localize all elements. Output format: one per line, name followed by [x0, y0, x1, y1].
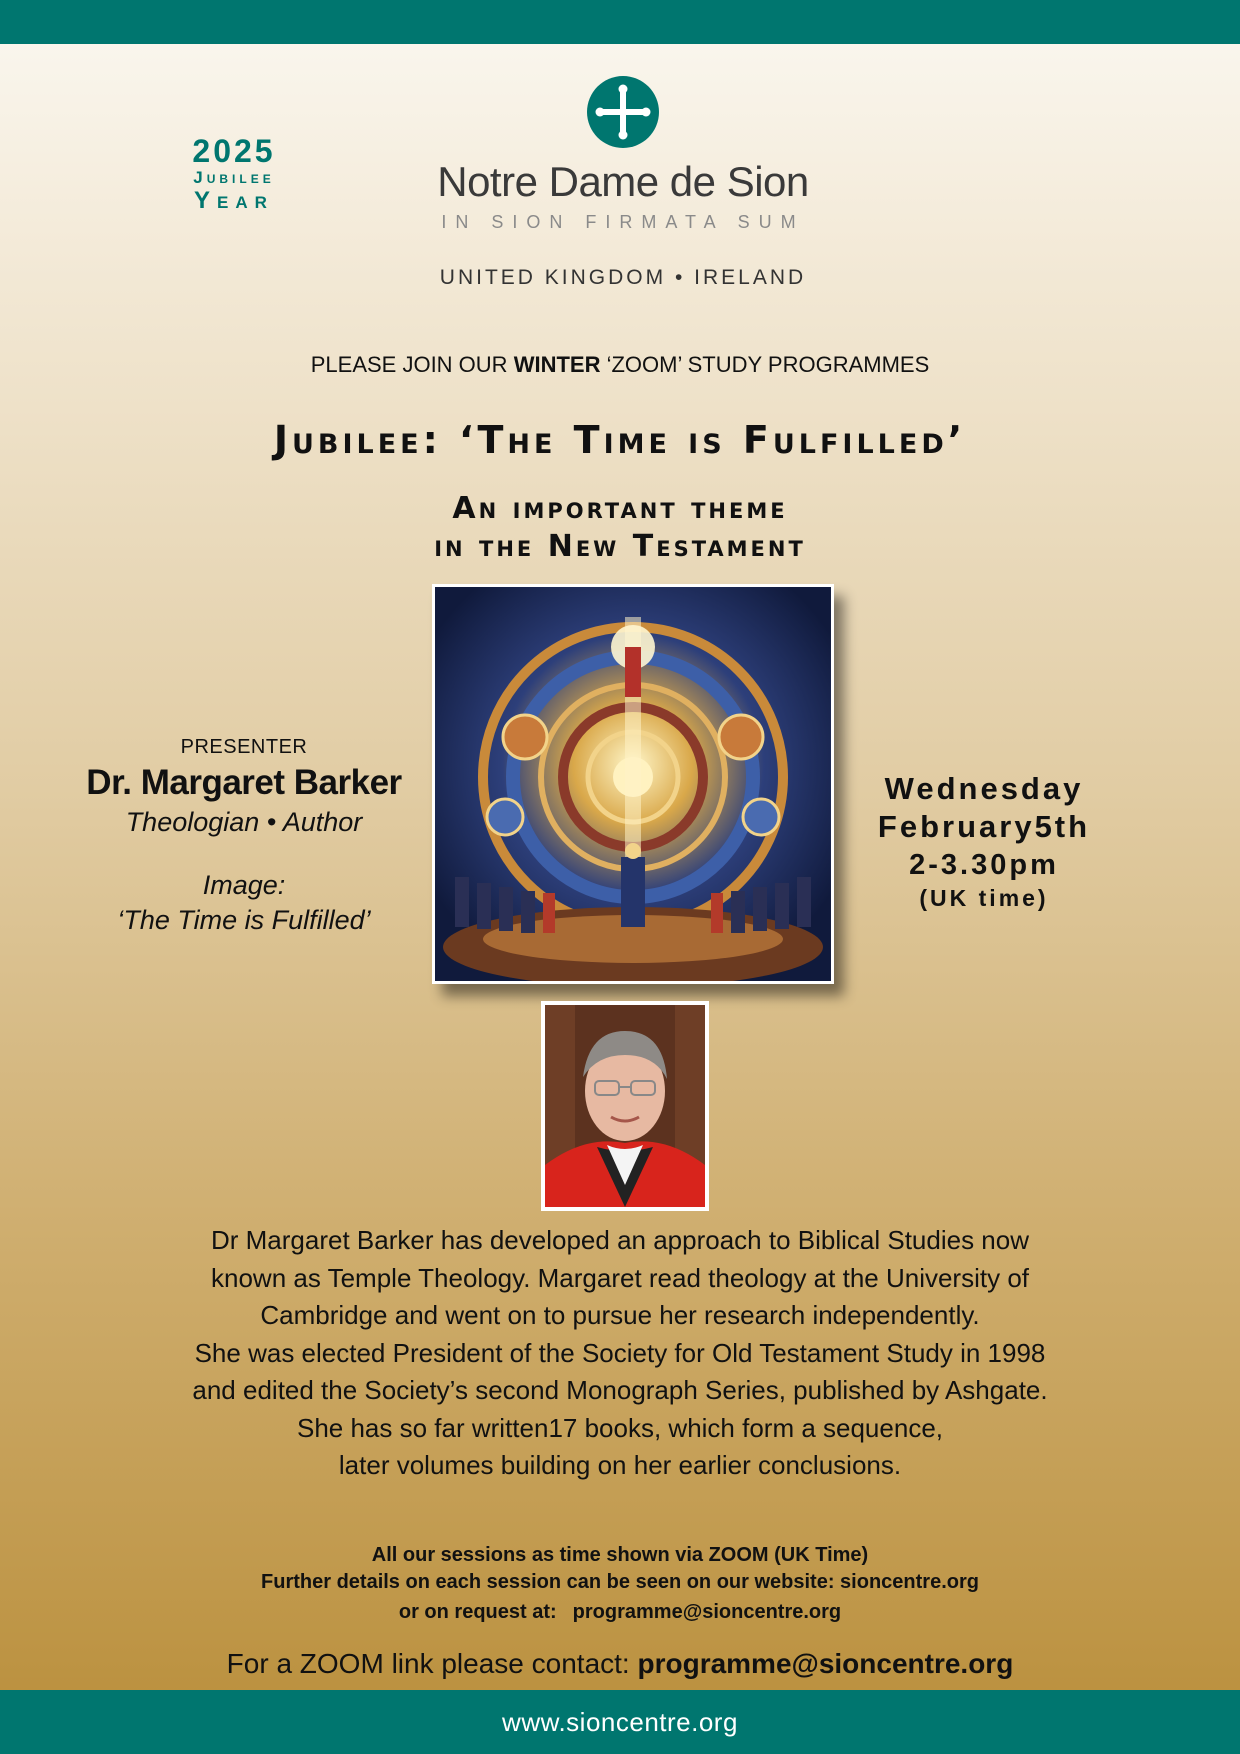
session-info-line-3 — [0, 1599, 1240, 1626]
session-info-line-1: All our sessions as time shown via ZOOM (UK Time) — [371, 1544, 869, 1566]
organisation-motto: IN SION FIRMATA SUM — [441, 212, 805, 232]
zoom-contact — [0, 1648, 1240, 1680]
bio-line: She was elected President of the Society for Old Testament Study in 1998 — [194, 1337, 1046, 1368]
subtitle-line-1: An important theme — [452, 491, 788, 526]
request-label: or on request at: — [398, 1601, 557, 1623]
presenter-biography — [90, 1222, 1150, 1485]
event-subtitle — [0, 490, 1240, 566]
invite-after: ‘ZOOM’ STUDY PROGRAMMES — [600, 352, 930, 377]
session-info-line-2: Further details on each session can be seen on our website: sioncentre.org — [261, 1571, 979, 1593]
bio-line: She has so far written17 books, which form a sequence, — [296, 1412, 943, 1443]
event-date-block — [858, 770, 1110, 912]
organisation-region: UNITED KINGDOM • IRELAND — [439, 266, 807, 289]
presenter-label: PRESENTER — [180, 736, 308, 758]
bio-line: Cambridge and went on to pursue her research independently. — [260, 1300, 980, 1330]
subtitle-line-2: in the New Testament — [434, 529, 806, 564]
jubilee-label: Jubilee — [193, 168, 275, 187]
jubilee-year: 2025 — [192, 133, 276, 169]
jubilee-year-label: Year — [194, 187, 274, 214]
invite-season: WINTER — [513, 352, 601, 377]
image-caption-label: Image: — [202, 870, 286, 900]
bio-line: known as Temple Theology. Margaret read theology at the University of — [211, 1262, 1029, 1293]
bio-line: Dr Margaret Barker has developed an approach to Biblical Studies now — [210, 1225, 1029, 1255]
cross-in-circle-icon — [587, 76, 659, 148]
organisation-name: Notre Dame de Sion — [437, 158, 809, 205]
event-date: February5th — [877, 809, 1091, 844]
presenter-photo — [541, 1001, 709, 1211]
website-link[interactable]: www.sioncentre.org — [502, 1706, 738, 1737]
session-info — [0, 1542, 1240, 1626]
bio-line: and edited the Society’s second Monograph Series, published by Ashgate. — [192, 1375, 1048, 1405]
event-title: Jubilee: ‘The Time is Fulfilled’ — [273, 418, 967, 462]
zoom-contact-label: For a ZOOM link please contact: — [226, 1648, 638, 1679]
artwork-image — [432, 584, 834, 984]
presenter-role: Theologian • Author — [125, 807, 363, 837]
jubilee-badge — [150, 134, 318, 214]
image-caption-title: ‘The Time is Fulfilled’ — [117, 905, 371, 935]
event-time: 2-3.30pm — [909, 849, 1059, 881]
event-day: Wednesday — [884, 771, 1084, 806]
footer-banner — [0, 1690, 1240, 1754]
event-timezone: (UK time) — [919, 885, 1049, 911]
top-banner — [0, 0, 1240, 44]
bio-line: later volumes building on her earlier conclusions. — [338, 1450, 902, 1480]
presenter-name: Dr. Margaret Barker — [86, 763, 402, 802]
invite-before: PLEASE JOIN OUR — [310, 352, 514, 377]
zoom-contact-email-link[interactable]: programme@sioncentre.org — [637, 1648, 1014, 1679]
request-email-link[interactable]: programme@sioncentre.org — [572, 1601, 842, 1623]
invite-line — [0, 352, 1240, 378]
presenter-block — [60, 736, 428, 936]
